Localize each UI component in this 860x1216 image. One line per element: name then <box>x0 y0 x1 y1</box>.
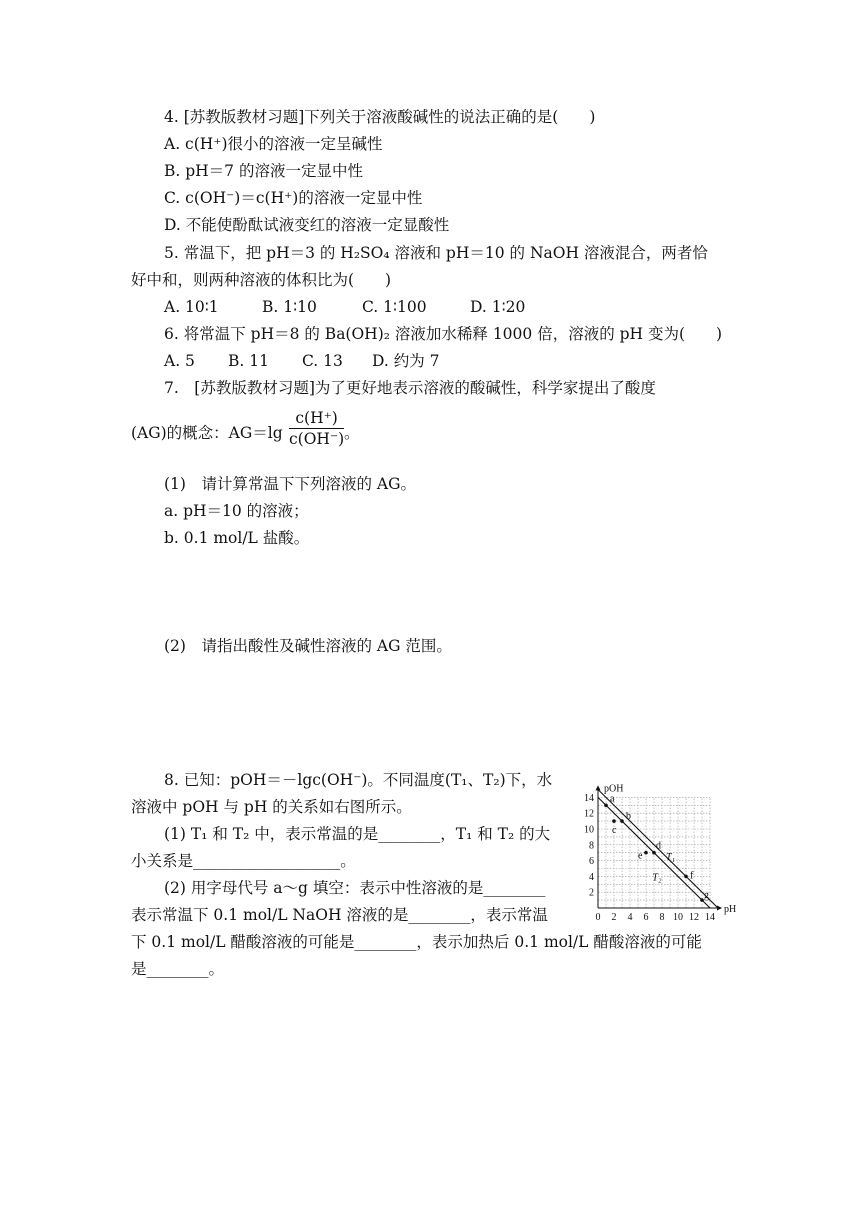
q8-line3: (1) T₁ 和 T₂ 中，表示常温的是________，T₁ 和 T₂ 的大 <box>164 825 551 843</box>
q7-part1: (1) 请计算常温下下列溶液的 AG。 <box>164 475 416 493</box>
x-tick-label: 12 <box>689 912 699 923</box>
point-label-c: c <box>612 825 617 837</box>
q8-line8: 是________。 <box>131 960 225 978</box>
chart-points <box>604 793 709 902</box>
point-label-f: f <box>690 870 694 882</box>
x-tick-label: 2 <box>611 912 617 923</box>
q7-part1-a: a. pH＝10 的溶液； <box>164 502 309 520</box>
ag-fraction-denominator: c(OH⁻) <box>289 430 345 448</box>
q6-option-c: C. 13 <box>302 352 343 370</box>
point-label-b: b <box>626 811 631 823</box>
q7-stem-line2-prefix: (AG)的概念：AG＝lg <box>131 424 283 442</box>
q4-option-d: D. 不能使酚酞试液变红的溶液一定显酸性 <box>164 216 450 234</box>
q4-option-a: A. c(H⁺)很小的溶液一定呈碱性 <box>164 135 383 153</box>
q7-part1-b: b. 0.1 mol/L 盐酸。 <box>164 529 310 547</box>
q8-line5: (2) 用字母代号 a～g 填空：表示中性溶液的是________ <box>164 879 546 897</box>
point-c <box>612 819 616 823</box>
y-tick-label: 8 <box>589 840 594 852</box>
q4-option-c: C. c(OH⁻)＝c(H⁺)的溶液一定显中性 <box>164 189 423 207</box>
q4-option-b: B. pH＝7 的溶液一定显中性 <box>164 162 363 180</box>
series-label-t2: T₂ <box>652 872 662 884</box>
ag-fraction-numerator: c(H⁺) <box>289 409 344 429</box>
point-a <box>604 804 608 808</box>
q8-line1: 8. 已知：pOH＝－lgc(OH⁻)。不同温度(T₁、T₂)下，水 <box>164 771 553 789</box>
point-label-g: g <box>704 890 709 902</box>
q5-option-c: C. 1∶100 <box>362 298 427 316</box>
q7-part2: (2) 请指出酸性及碱性溶液的 AG 范围。 <box>164 637 452 655</box>
q4-stem: 4. [苏教版教材习题]下列关于溶液酸碱性的说法正确的是( ) <box>164 108 596 126</box>
x-tick-label: 4 <box>627 912 633 923</box>
q5-option-a: A. 10∶1 <box>164 298 219 316</box>
x-tick-label: 8 <box>659 912 665 923</box>
point-label-e: e <box>638 850 643 862</box>
y-tick-label: 14 <box>584 792 594 804</box>
q8-line4: 小关系是___________________。 <box>131 852 356 870</box>
q5-option-b: B. 1∶10 <box>262 298 317 316</box>
q5-option-d: D. 1∶20 <box>470 298 526 316</box>
point-label-a: a <box>610 793 615 805</box>
q6-stem: 6. 将常温下 pH＝8 的 Ba(OH)₂ 溶液加水稀释 1000 倍，溶液的 pH 变为( ) <box>164 325 723 343</box>
series-label-t1: T₁ <box>666 851 676 863</box>
point-e <box>644 851 648 855</box>
q6-option-a: A. 5 <box>164 352 195 370</box>
x-axis-label: pH <box>724 904 737 915</box>
q6-option-d: D. 约为 7 <box>372 352 440 370</box>
q5-stem-line1: 5. 常温下，把 pH＝3 的 H₂SO₄ 溶液和 pH＝10 的 NaOH 溶液混合，两者恰 <box>164 244 708 262</box>
point-label-d: d <box>656 840 661 852</box>
y-tick-label: 12 <box>584 808 594 820</box>
point-b <box>620 819 624 823</box>
y-tick-label: 6 <box>589 856 594 868</box>
x-tick-label: 6 <box>643 912 649 923</box>
ag-fraction <box>289 409 344 448</box>
q8-line2: 溶液中 pOH 与 pH 的关系如右图所示。 <box>131 798 412 816</box>
x-tick-label: 0 <box>595 912 601 923</box>
q7-stem-line1: 7. [苏教版教材习题]为了更好地表示溶液的酸碱性，科学家提出了酸度 <box>164 379 656 397</box>
y-tick-label: 4 <box>589 871 594 883</box>
x-tick-label: 14 <box>705 912 715 923</box>
point-f <box>684 875 688 879</box>
x-tick-label: 10 <box>673 912 683 923</box>
y-axis-label: pOH <box>604 783 624 795</box>
q8-line6: 表示常温下 0.1 mol/L NaOH 溶液的是________，表示常温 <box>131 906 548 924</box>
y-tick-label: 10 <box>584 824 594 836</box>
q5-stem-line2: 好中和，则两种溶液的体积比为( ) <box>131 271 392 289</box>
poh-ph-chart <box>574 764 744 924</box>
y-tick-label: 2 <box>589 887 594 899</box>
q6-option-b: B. 11 <box>228 352 269 370</box>
q8-line7: 下 0.1 mol/L 醋酸溶液的可能是________，表示加热后 0.1 mol/L 醋酸溶液的可能 <box>131 933 702 951</box>
q7-stem-line2-suffix: 。 <box>344 424 360 442</box>
